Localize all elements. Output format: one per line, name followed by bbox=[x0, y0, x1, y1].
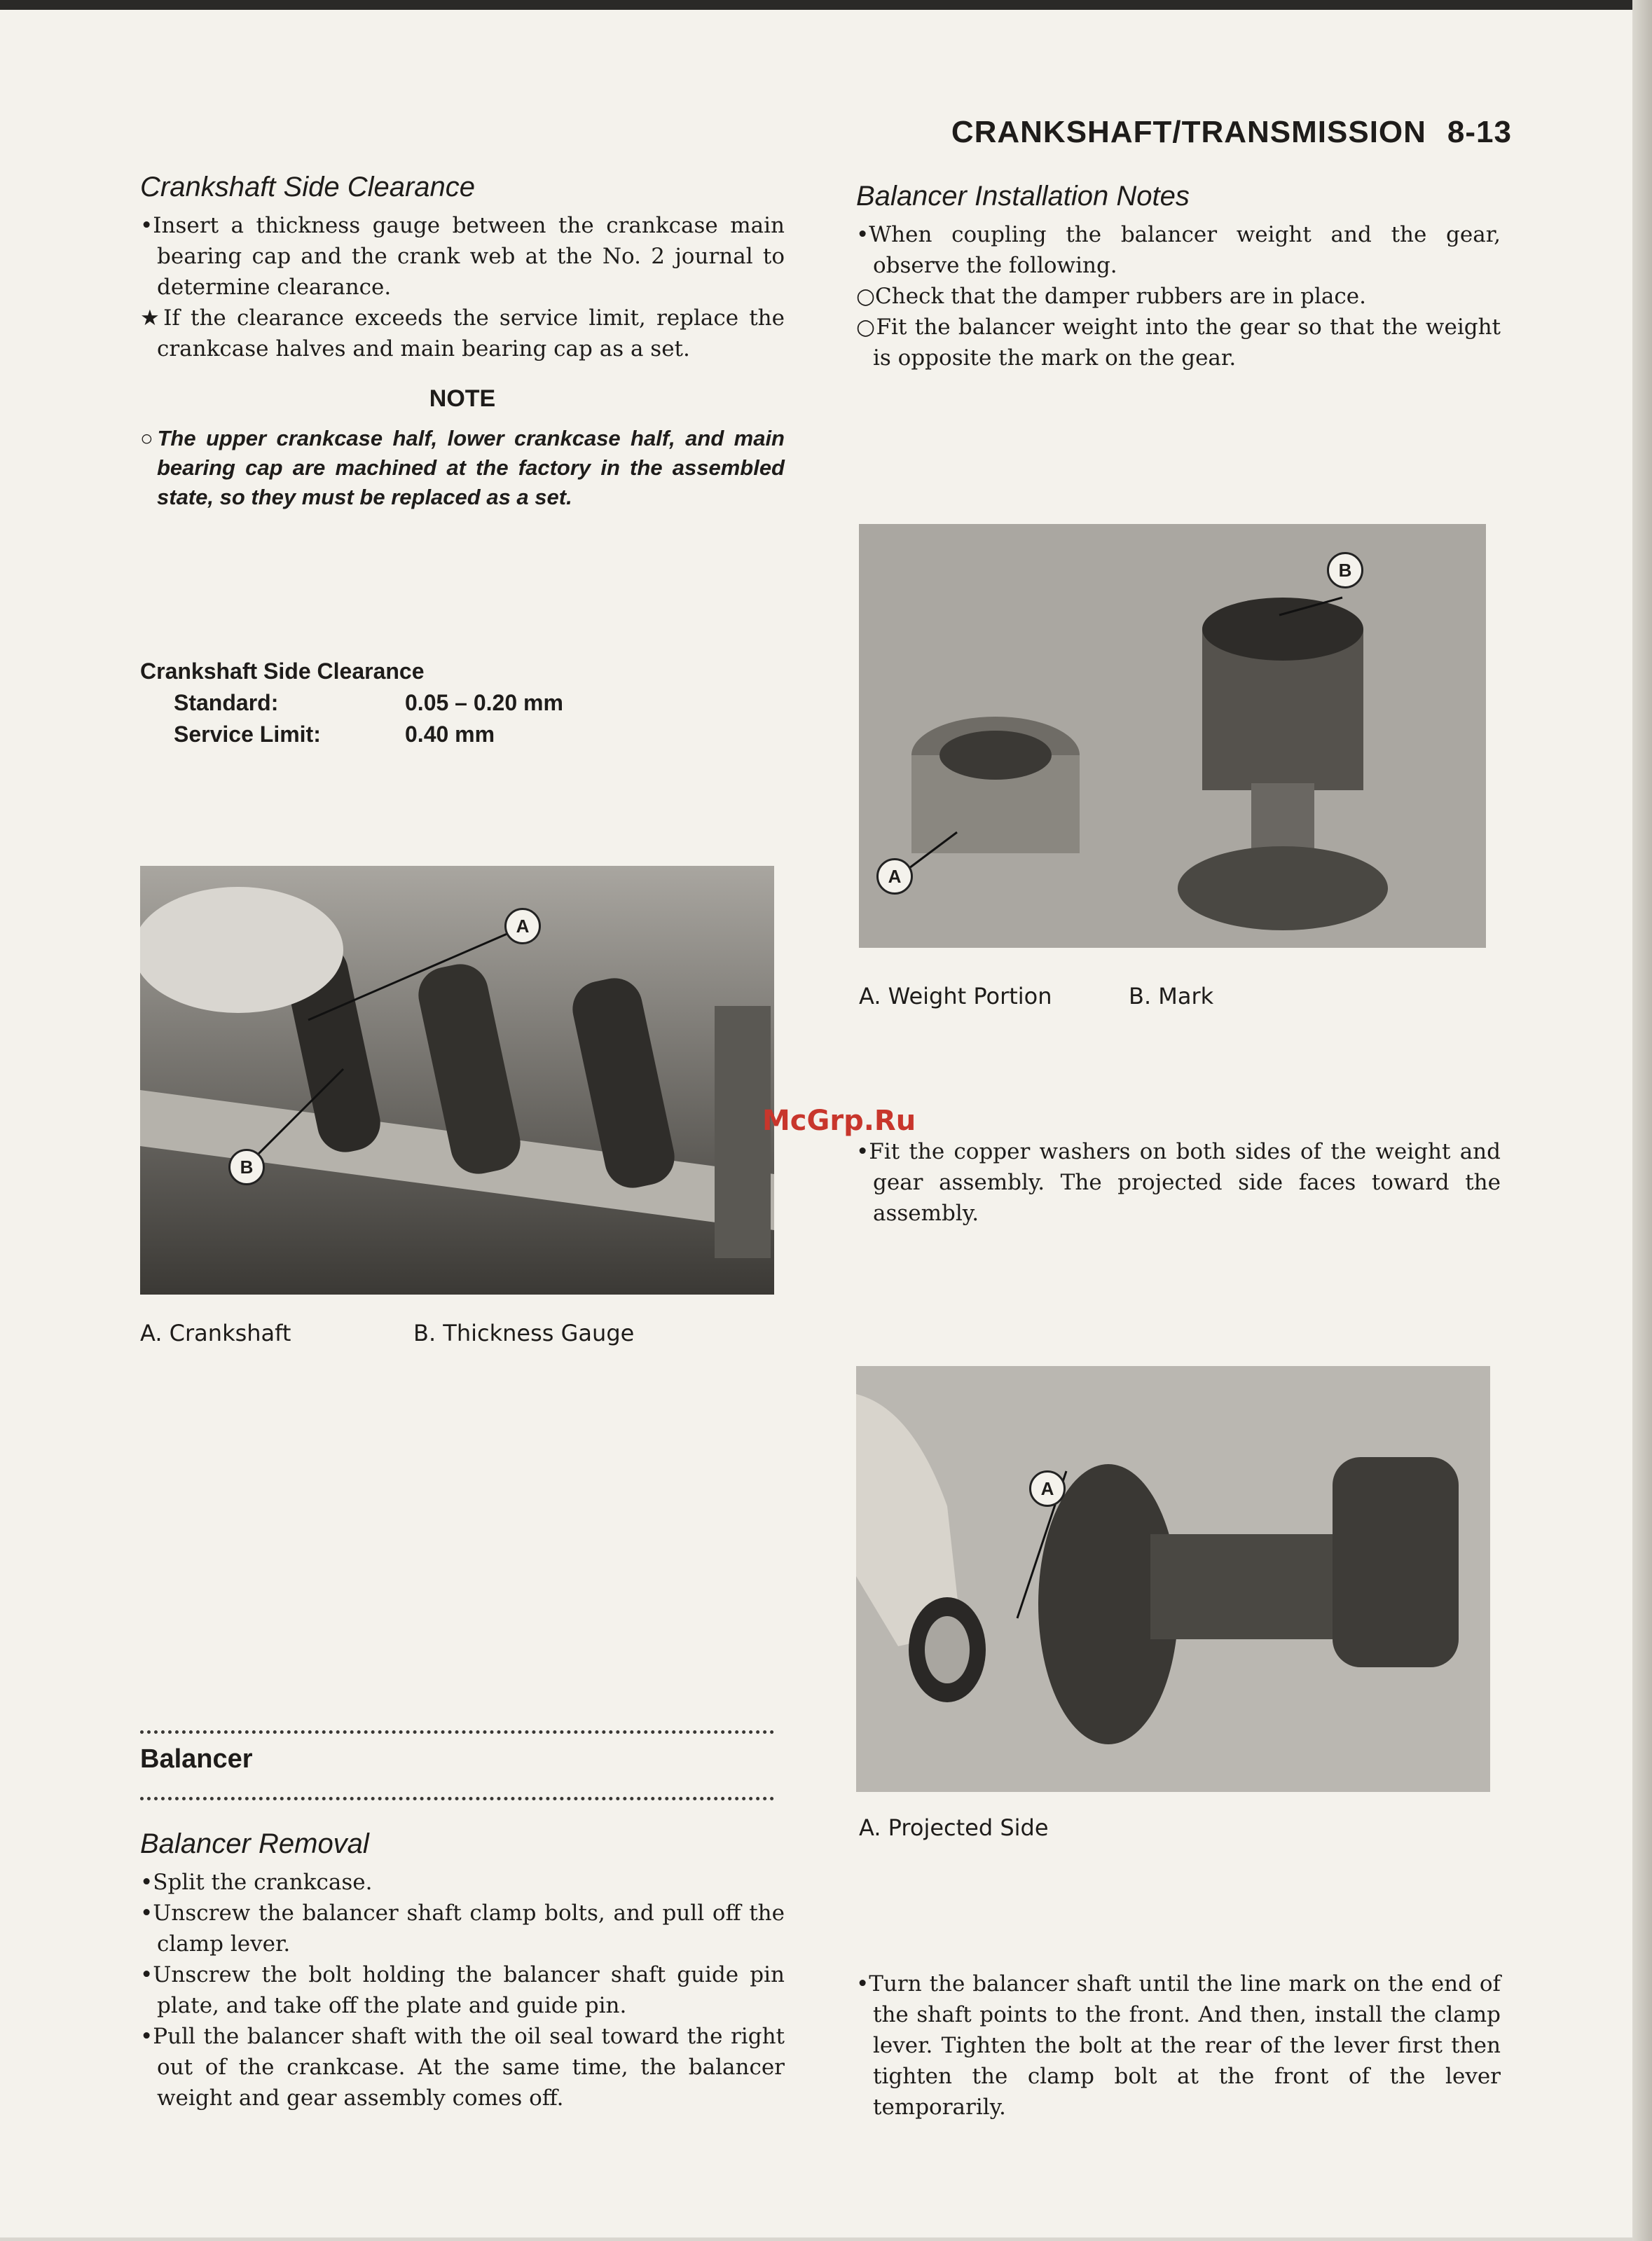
caption-a: A. Crankshaft bbox=[140, 1320, 291, 1346]
crankshaft-photo-art bbox=[140, 866, 774, 1295]
removal-step: •Unscrew the bolt holding the balancer shaft guide pin plate, and take off the plate and guide pin. bbox=[140, 1962, 785, 2018]
spec-value: 0.40 mm bbox=[405, 722, 495, 747]
balancer-removal-title: Balancer Removal bbox=[140, 1828, 369, 1859]
note-title: NOTE bbox=[429, 385, 496, 412]
installation-notes bbox=[856, 181, 1501, 373]
balancer-heading: Balancer bbox=[140, 1744, 253, 1774]
callout-a: A bbox=[876, 858, 913, 895]
callout-b: B bbox=[228, 1149, 265, 1185]
side-clearance-step: ★If the clearance exceeds the service limit, replace the crankcase halves and main bearing cap as a set. bbox=[140, 305, 785, 361]
removal-step: •Unscrew the balancer shaft clamp bolts, and pull off the clamp lever. bbox=[140, 1901, 785, 1957]
install-step: •When coupling the balancer weight and the gear, observe the following. bbox=[856, 222, 1501, 278]
installation-title: Balancer Installation Notes bbox=[856, 181, 1190, 212]
turn-shaft-step: •Turn the balancer shaft until the line mark on the end of the shaft points to the front. And then, install the clamp lever. Tighten the bolt at the rear of the lever first then tighten the clamp bolt at the front of the lever temporarily. bbox=[856, 1971, 1501, 2120]
caption-a: A. Weight Portion bbox=[859, 983, 1052, 1009]
side-clearance-title: Crankshaft Side Clearance bbox=[140, 172, 476, 202]
balancer-weight-photo-art bbox=[859, 524, 1486, 948]
spec-label: Standard: bbox=[174, 690, 279, 715]
callout-b: B bbox=[1327, 552, 1363, 588]
side-clearance-step: •Insert a thickness gauge between the crankcase main bearing cap and the crank web at the No. 2 journal to determine clearance. bbox=[140, 213, 785, 300]
turn-shaft-note bbox=[856, 1968, 1501, 2123]
page-header bbox=[951, 115, 1512, 150]
callout-a: A bbox=[504, 908, 541, 944]
spec-row-standard bbox=[140, 690, 785, 716]
section-title: CRANKSHAFT/TRANSMISSION bbox=[951, 115, 1426, 149]
side-clearance-section bbox=[140, 172, 785, 512]
copper-washer-step: •Fit the copper washers on both sides of the weight and gear assembly. The projected side faces toward the assembly. bbox=[856, 1139, 1501, 1226]
balancer-weight-photo bbox=[859, 524, 1486, 948]
spec-value: 0.05 – 0.20 mm bbox=[405, 690, 563, 715]
caption-b: B. Thickness Gauge bbox=[413, 1320, 635, 1346]
figure1-caption bbox=[140, 1320, 634, 1346]
spec-row-service-limit bbox=[140, 722, 785, 747]
page-number: 8-13 bbox=[1447, 115, 1512, 149]
spec-table bbox=[140, 658, 785, 747]
install-step: ○Check that the damper rubbers are in place. bbox=[856, 284, 1366, 309]
projected-side-photo-art bbox=[856, 1366, 1490, 1792]
crankshaft-photo bbox=[140, 866, 774, 1295]
callout-a: A bbox=[1029, 1470, 1066, 1507]
spec-title: Crankshaft Side Clearance bbox=[140, 658, 425, 684]
projected-side-photo bbox=[856, 1366, 1490, 1792]
page-edge bbox=[1632, 0, 1652, 2241]
figure2-caption bbox=[859, 983, 1213, 1009]
balancer-removal-section bbox=[140, 1828, 785, 2114]
watermark-text: McGrp.Ru bbox=[762, 1105, 916, 1137]
section-divider bbox=[140, 1730, 774, 1734]
caption-b: B. Mark bbox=[1129, 983, 1214, 1009]
figure3-caption bbox=[859, 1814, 1049, 1841]
copper-washer-note bbox=[856, 1136, 1501, 1229]
note-body: ○The upper crankcase half, lower crankcase half, and main bearing cap are machined at the factory in the assembled state, so they must be replaced as a set. bbox=[140, 426, 785, 509]
install-step: ○Fit the balancer weight into the gear so that the weight is opposite the mark on the gear. bbox=[856, 315, 1501, 371]
section-divider bbox=[140, 1797, 774, 1800]
scan-top-border bbox=[0, 0, 1652, 10]
removal-step: •Pull the balancer shaft with the oil seal toward the right out of the crankcase. At the same time, the balancer weight and gear assembly comes off. bbox=[140, 2024, 785, 2111]
removal-step: •Split the crankcase. bbox=[140, 1870, 373, 1895]
caption-a: A. Projected Side bbox=[859, 1814, 1049, 1841]
spec-label: Service Limit: bbox=[174, 722, 321, 747]
